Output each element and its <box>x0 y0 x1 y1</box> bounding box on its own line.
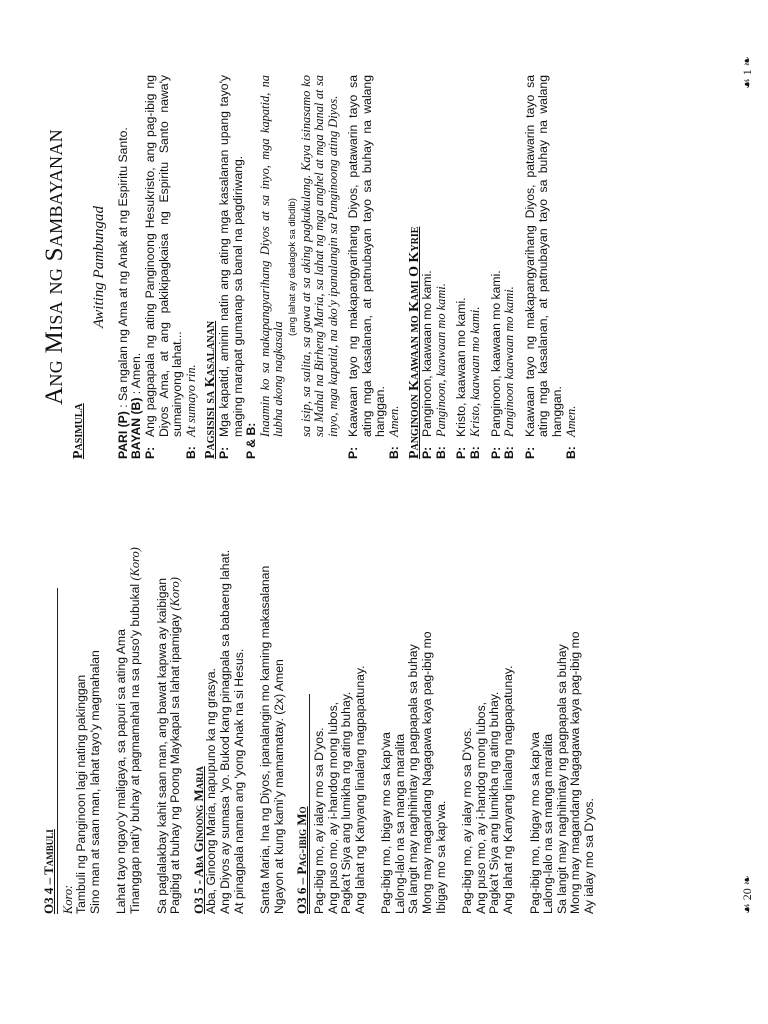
lyric-line: Tambuli ng Panginoon lagi nating pakinggan <box>74 674 89 914</box>
lyric-line: Ibigay mo sa kap'wa. <box>433 800 448 914</box>
prayer-line: Aba, Ginoong Maria, napupuno ka ng grasya. <box>204 668 219 914</box>
divider <box>57 588 58 914</box>
lyric-line: Pag-ibig mo, Ibigay mo sa kap'wa <box>527 732 542 914</box>
kyrie-priest: P: Panginoon, kaawaan mo kami. <box>420 270 435 459</box>
lyric-line: Tinanggap nati'y buhay at pagmamahal na sa puso'y bubukal (Koro) <box>127 547 142 914</box>
confiteor-part-2: sa isip, sa salita, sa gawa at sa aking pagkukulang. Kaya isinasamo ko sa Mahal na Birheng Maria, sa lahat ng mga anghel at mga banal at sa inyo, mga kapatid, na ako'y ipanalangin sa Panginoong ating Diyos. <box>298 75 340 437</box>
priest-response: P: Kaawaan tayo ng makapangyarihang Diyos, patawarin tayo sa ating mga kasalanan, at patnubayan tayo sa buhay na walang hanggan. <box>346 75 388 459</box>
bayan-line: BAYAN (B) : Amen. <box>129 352 144 459</box>
priest-response: P: Mga kapatid, aminin natin ang ating mga kasalanan upang tayo'y maging marapat gumanap sa banal na pagdiriwang. <box>216 75 245 459</box>
lyric-line: Sino man at saan man, lahat tayo'y magmahalan <box>87 650 102 914</box>
confiteor-part-1: Inaamin ko sa makapangyarihang Diyos at sa inyo, mga kapatid, na lubha akong nagkasala <box>257 75 286 437</box>
lyric-line: Pag-ibig mo, ay ialay mo sa D'yos. <box>311 727 326 914</box>
lyric-line: Lahat tayo ngayo'y maligaya, sa papuri sa ating Ama <box>114 629 129 914</box>
kyrie-people: B: Panginoon, kaawaan mo kami. <box>433 283 448 459</box>
lyric-line: Pagka't Siya ang lumikha ng ating buhay. <box>487 691 502 914</box>
lyric-line: Sa langit may naghihintay ng pagpapala sa buhay <box>554 644 569 914</box>
song-title-tambuli: O3 4 – Tambuli <box>41 829 56 914</box>
pari-line: PARI (P) : Sa ngalan ng Ama at ng Anak at ng Espiritu Santo. <box>115 127 130 459</box>
section-pagsisisi: Pagsisisi sa Kasalanan <box>203 320 219 459</box>
prayer-line: Ang Diyos ay sumasa 'yo. Bukod kang pinagpala sa babaeng lahat. <box>217 549 232 914</box>
prayer-line: Ngayon at kung kami'y mamamatay. (2x) Amen <box>271 659 286 914</box>
section-pasimula: Pasimula <box>70 403 86 459</box>
section-kyrie: Panginoon Kaawaan mo Kami O Kyrie <box>406 226 422 459</box>
prayer-line: At pinagpala naman ang 'yong Anak na si Hesus. <box>231 648 246 914</box>
koro-label: Koro: <box>60 884 75 914</box>
priest-response: P: Kaawaan tayo ng makapangyarihang Diyos, patawarin tayo sa ating mga kasalanan, at patnubayan tayo sa buhay na walang hanggan. <box>522 75 564 459</box>
kyrie-priest: P: Panginoon, kaawaan mo kami. <box>488 270 503 459</box>
lyric-line: Mong may magandang Nagagawa kaya pag-ibig mo <box>568 631 583 914</box>
priest-response: P: Ang pagpapala ng ating Panginoong Hesukristo, ang pag-ibig ng Diyos Ama, at ang pakikipagkaisa ng Espiritu Santo nawa'y sumainyong lahat... <box>142 75 185 459</box>
song-title-aba-ginoong-maria: O3 5 - Aba Ginoong Maria <box>190 766 206 914</box>
lyric-line: Mong may magandang Nagagawa kaya pag-ibig mo <box>420 631 435 914</box>
lyric-line: Pag-ibig mo, ay ialay mo sa D'yos. <box>460 727 475 914</box>
subtitle-awiting-pambungad: Awiting Pambungad <box>91 205 108 329</box>
pb-label: P & B: <box>244 422 259 459</box>
rubric-note: (ang lahat ay dadagok sa dibdib) <box>286 198 298 336</box>
page-number-1: ☙ 1 ❧ <box>740 56 754 89</box>
lyric-line: Ang puso mo, ay i-handog mong lubos, <box>325 701 340 914</box>
people-response: B: Amen. <box>563 405 578 459</box>
lyric-line: Ang lahat ng Kanyang linalang nagpapatunay. <box>501 665 516 914</box>
page-1-column <box>40 75 578 459</box>
lyric-line: Lalong-lalo na sa manga maralita <box>392 733 407 914</box>
lyric-line: Pagibig at buhay ng Poong Maykapal sa lahat ipamigay (Koro) <box>168 577 183 914</box>
page-number-20: ☙ 20 ❧ <box>740 875 754 914</box>
lyric-line: Pagka't Siya ang lumikha ng ating buhay. <box>339 691 354 914</box>
kyrie-people: B: Kristo, kaawaan mo kami. <box>468 306 483 459</box>
lyric-line: Ang puso mo, ay i-handog mong lubos, <box>473 701 488 914</box>
lyric-line: Ang lahat ng Kanyang linalang nagpapatunay. <box>352 665 367 914</box>
lyric-line: Sa langit may naghihintay ng pagpapala sa buhay <box>406 644 421 914</box>
lyric-line: Ay ialay mo sa D'yos. <box>582 798 596 914</box>
people-response: B: Amen. <box>387 405 402 459</box>
people-response: B: At sumayo rin. <box>183 364 198 459</box>
page-title: Ang Misa ng Sambayanan <box>41 129 68 405</box>
kyrie-priest: P: Kristo, kaawaan mo kami. <box>454 297 469 459</box>
lyric-line: Pag-ibig mo, Ibigay mo sa kap'wa <box>379 732 394 914</box>
prayer-line: Santa Maria, Ina ng Diyos, ipanalangin mo kaming makasalanan <box>258 565 273 914</box>
kyrie-people: B: Panginoon kaawaan mo kami. <box>502 286 517 459</box>
page-20-column <box>40 547 597 914</box>
lyric-line: Sa paglalakbay kahit saan man, ang bawat kapwa ay kaibigan <box>154 577 169 914</box>
lyric-line: Lalong-lalo na sa manga maralita <box>541 733 556 914</box>
divider <box>309 694 310 914</box>
song-title-pag-ibig-mo: O3 6 – Pag-ibig Mo <box>294 806 310 914</box>
